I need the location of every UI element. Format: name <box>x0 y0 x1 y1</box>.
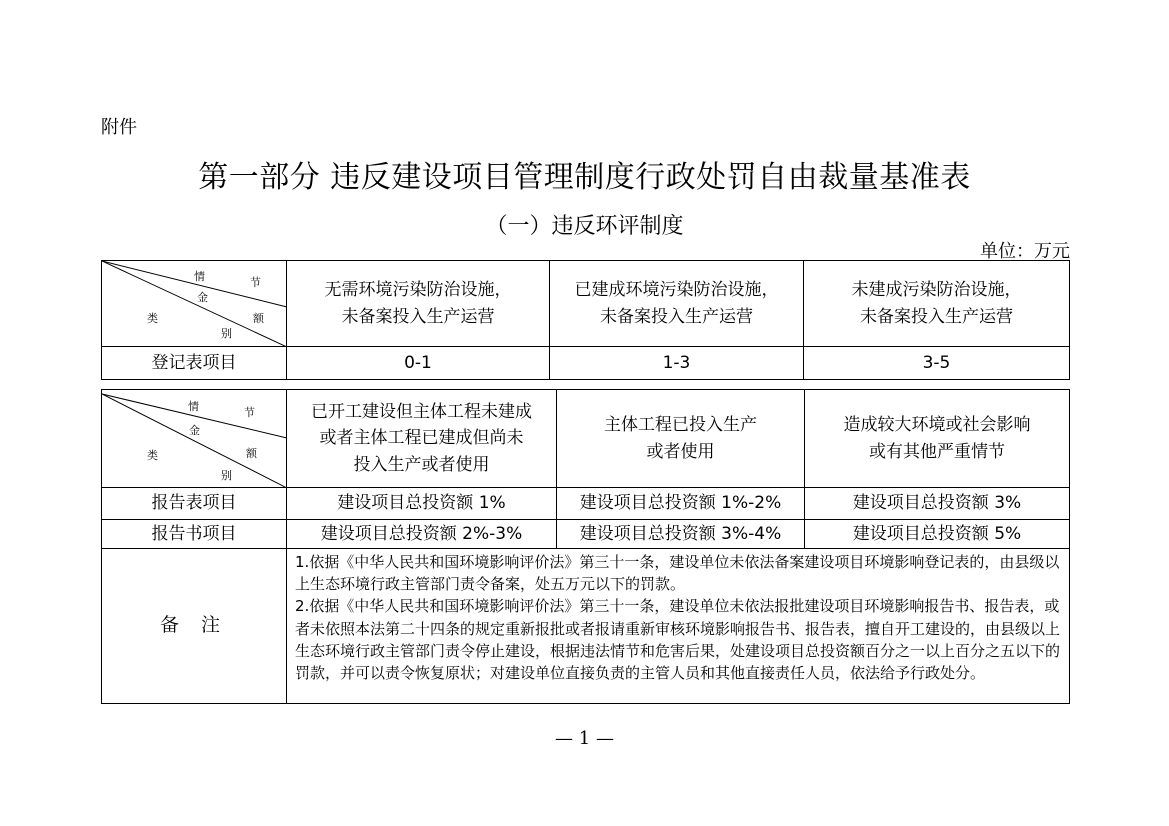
column-header <box>804 261 1070 347</box>
table-row <box>102 488 1070 520</box>
column-header-line: 主体工程已投入生产 <box>604 415 757 436</box>
column-header-line: 已建成环境污染防治设施， <box>574 280 779 301</box>
diag-label-bie: 别 <box>221 327 232 340</box>
table-cell: 建设项目总投资额 2%-3% <box>287 520 557 549</box>
diag-label-qing: 情 <box>188 400 199 413</box>
diag-label-qing: 情 <box>194 270 205 283</box>
column-header-line: 未备案投入生产运营 <box>341 306 495 327</box>
column-header-line: 或者主体工程已建成但尚未 <box>319 428 524 449</box>
diag-label-lei: 类 <box>147 449 158 462</box>
remarks-label: 备 注 <box>102 549 287 704</box>
table-cell: 建设项目总投资额 5% <box>805 520 1070 549</box>
page-title: 第一部分 违反建设项目管理制度行政处罚自由裁量基准表 <box>198 160 971 195</box>
remarks-content <box>287 549 1070 704</box>
table-cell: 0-1 <box>287 347 550 380</box>
diagonal-header-cell <box>102 261 287 347</box>
diag-label-jie: 节 <box>244 406 255 419</box>
column-header-line: 无需环境污染防治设施， <box>324 280 512 301</box>
column-header <box>557 390 805 488</box>
column-header <box>287 261 550 347</box>
remarks-row <box>102 549 1070 704</box>
column-header-line: 未备案投入生产运营 <box>860 306 1013 327</box>
column-header-line: 投入生产或者使用 <box>353 454 490 475</box>
remark-item: 1.依据《中华人民共和国环境影响评价法》第三十一条，建设单位未依法备案建设项目环境影响登记表的，由县级以上生态环境行政主管部门责令备案，处五万元以下的罚款。 <box>295 553 1060 594</box>
section-subtitle: （一）违反环评制度 <box>485 214 684 239</box>
column-header <box>805 390 1070 488</box>
column-header-line: 或有其他严重情节 <box>869 441 1005 462</box>
page-number: — 1 — <box>555 728 614 749</box>
column-header-line: 未备案投入生产运营 <box>600 306 753 327</box>
table-cell: 建设项目总投资额 3%-4% <box>557 520 805 549</box>
column-header <box>550 261 804 347</box>
diag-label-jie: 节 <box>250 276 261 289</box>
table-cell: 建设项目总投资额 1% <box>287 488 557 520</box>
table-cell: 1-3 <box>550 347 804 380</box>
table-row <box>102 347 1070 380</box>
column-header-line: 或者使用 <box>646 441 715 462</box>
diag-label-lei: 类 <box>147 312 158 325</box>
diag-label-jin: 金 <box>197 291 208 304</box>
diag-label-bie: 别 <box>221 469 232 482</box>
table-cell: 建设项目总投资额 1%-2% <box>557 488 805 520</box>
column-header-line: 未建成污染防治设施， <box>851 280 1022 301</box>
table-cell: 3-5 <box>804 347 1070 380</box>
remark-item: 2.依据《中华人民共和国环境影响评价法》第三十一条，建设单位未依法报批建设项目环境影响报告书、报告表，或者未依照本法第二十四条的规定重新报批或者报请重新审核环境影响报告书、报告表，擅自开工建设的，由县级以上生态环境行政主管部门责令停止建设，根据违法情节和危害后果，处建设项目总投资额百分之一以上百分之五以下的罚款，并可以责令恢复原状；对建设单位直接负责的主管人员和其他直接责任人员，依法给予行政处分。 <box>295 597 1061 682</box>
diag-label-e: 额 <box>253 312 264 325</box>
attachment-label: 附件 <box>101 117 137 138</box>
table-row <box>102 520 1070 549</box>
row-label: 报告书项目 <box>102 520 287 549</box>
diagonal-header-cell <box>102 390 287 488</box>
column-header-line: 已开工建设但主体工程未建成 <box>311 401 532 422</box>
table-cell: 建设项目总投资额 3% <box>805 488 1070 520</box>
column-header-line: 造成较大环境或社会影响 <box>843 415 1031 436</box>
unit-label: 单位：万元 <box>980 241 1070 262</box>
penalty-table-report <box>101 389 1070 704</box>
penalty-table-registration <box>101 260 1070 380</box>
row-label: 报告表项目 <box>102 488 287 520</box>
row-label: 登记表项目 <box>102 347 287 380</box>
column-header <box>287 390 557 488</box>
diag-label-jin: 金 <box>189 424 200 437</box>
diag-label-e: 额 <box>246 447 257 460</box>
